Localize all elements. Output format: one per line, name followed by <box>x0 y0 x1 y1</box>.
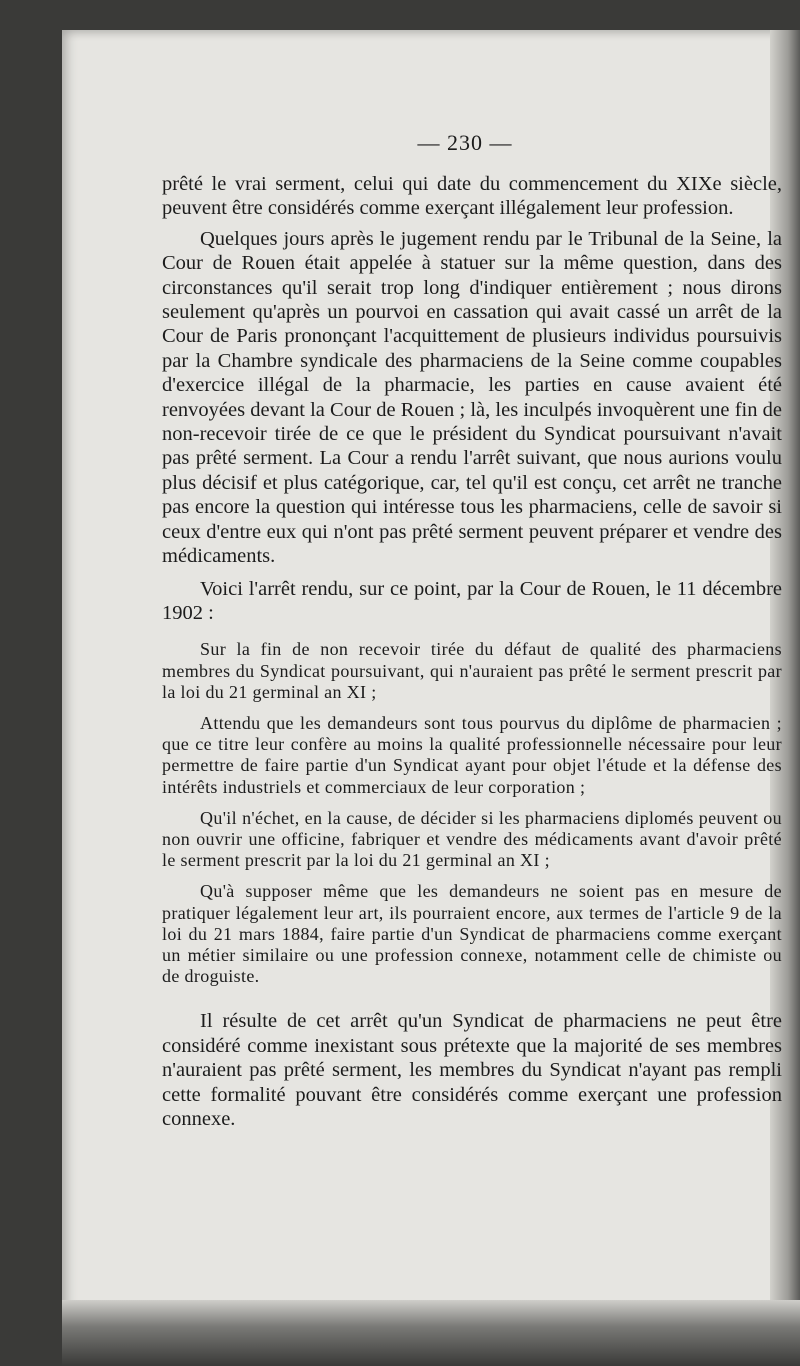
page-text <box>162 172 782 1139</box>
quote-fin-de-non-recevoir: Sur la fin de non recevoir tirée du défaut de qualité des pharmaciens membres du Syndicat poursuivant, qui n'auraient pas prêté le serment prescrit par la loi du 21 germinal an XI ; <box>162 639 782 702</box>
page-bottom-shadow <box>62 1300 800 1366</box>
paragraph-conclusion: Il résulte de cet arrêt qu'un Syndicat de pharmaciens ne peut être considéré comme inexistant sous prétexte que la majorité de ses membres n'auraient pas prêté serment, les membres du Syndicat n'ayant pas rempli cette formalité pouvant être considérés comme exerçant une profession connexe. <box>162 1010 782 1130</box>
quote-a-supposer: Qu'à supposer même que les demandeurs ne soient pas en mesure de pratiquer légalement leur art, ils pourraient encore, aux termes de l'article 9 de la loi du 21 mars 1884, faire partie d'un Syndicat de pharmaciens comme exerçant un métier similaire ou une profession connexe, notamment celle de chimiste ou de droguiste. <box>162 881 782 987</box>
paragraph-rouen-court: Quelques jours après le jugement rendu par le Tribunal de la Seine, la Cour de Rouen était appelée à statuer sur la même question, dans des circonstances qu'il serait trop long d'indiquer entièrement ; nous dirons seulement qu'après un pourvoi en cassation qui avait cassé un arrêt de la Cour de Paris prononçant l'acquittement de plusieurs individus poursuivis par la Chambre syndicale des pharmaciens de la Seine comme coupables d'exercice illégal de la pharmacie, les parties en cause avaient été renvoyées devant la Cour de Rouen ; là, les inculpés invoquèrent une fin de non-recevoir tirée de ce que le président du Syndicat poursuivant n'avait pas prêté serment. La Cour a rendu l'arrêt suivant, que nous aurions voulu plus décisif et plus catégorique, car, tel qu'il est conçu, cet arrêt ne tranche pas encore la question qui intéresse tous les pharmaciens, celle de savoir si ceux d'entre eux qui n'ont pas prêté serment peuvent préparer et vendre des médicaments. <box>162 227 782 568</box>
paragraph-continuation: prêté le vrai serment, celui qui date du commencement du XIXe siècle, peuvent être considérés comme exerçant illégalement leur profession. <box>162 173 782 220</box>
page-number: — 230 — <box>417 130 513 155</box>
quote-n-echet: Qu'il n'échet, en la cause, de décider si les pharmaciens diplomés peuvent ou non ouvrir une officine, fabriquer et vendre des médicaments avant d'avoir prêté le serment prescrit par la loi du 21 germinal an XI ; <box>162 807 782 871</box>
paragraph-arret-intro: Voici l'arrêt rendu, sur ce point, par la Cour de Rouen, le 11 décembre 1902 : <box>162 577 782 624</box>
quote-attendu: Attendu que les demandeurs sont tous pourvus du diplôme de pharmacien ; que ce titre leur confère au moins la qualité professionnelle nécessaire pour leur permettre de faire partie d'un Syndicat ayant pour objet l'étude et la défense des intérêts industriels et commerciaux de leur corporation ; <box>162 712 782 797</box>
